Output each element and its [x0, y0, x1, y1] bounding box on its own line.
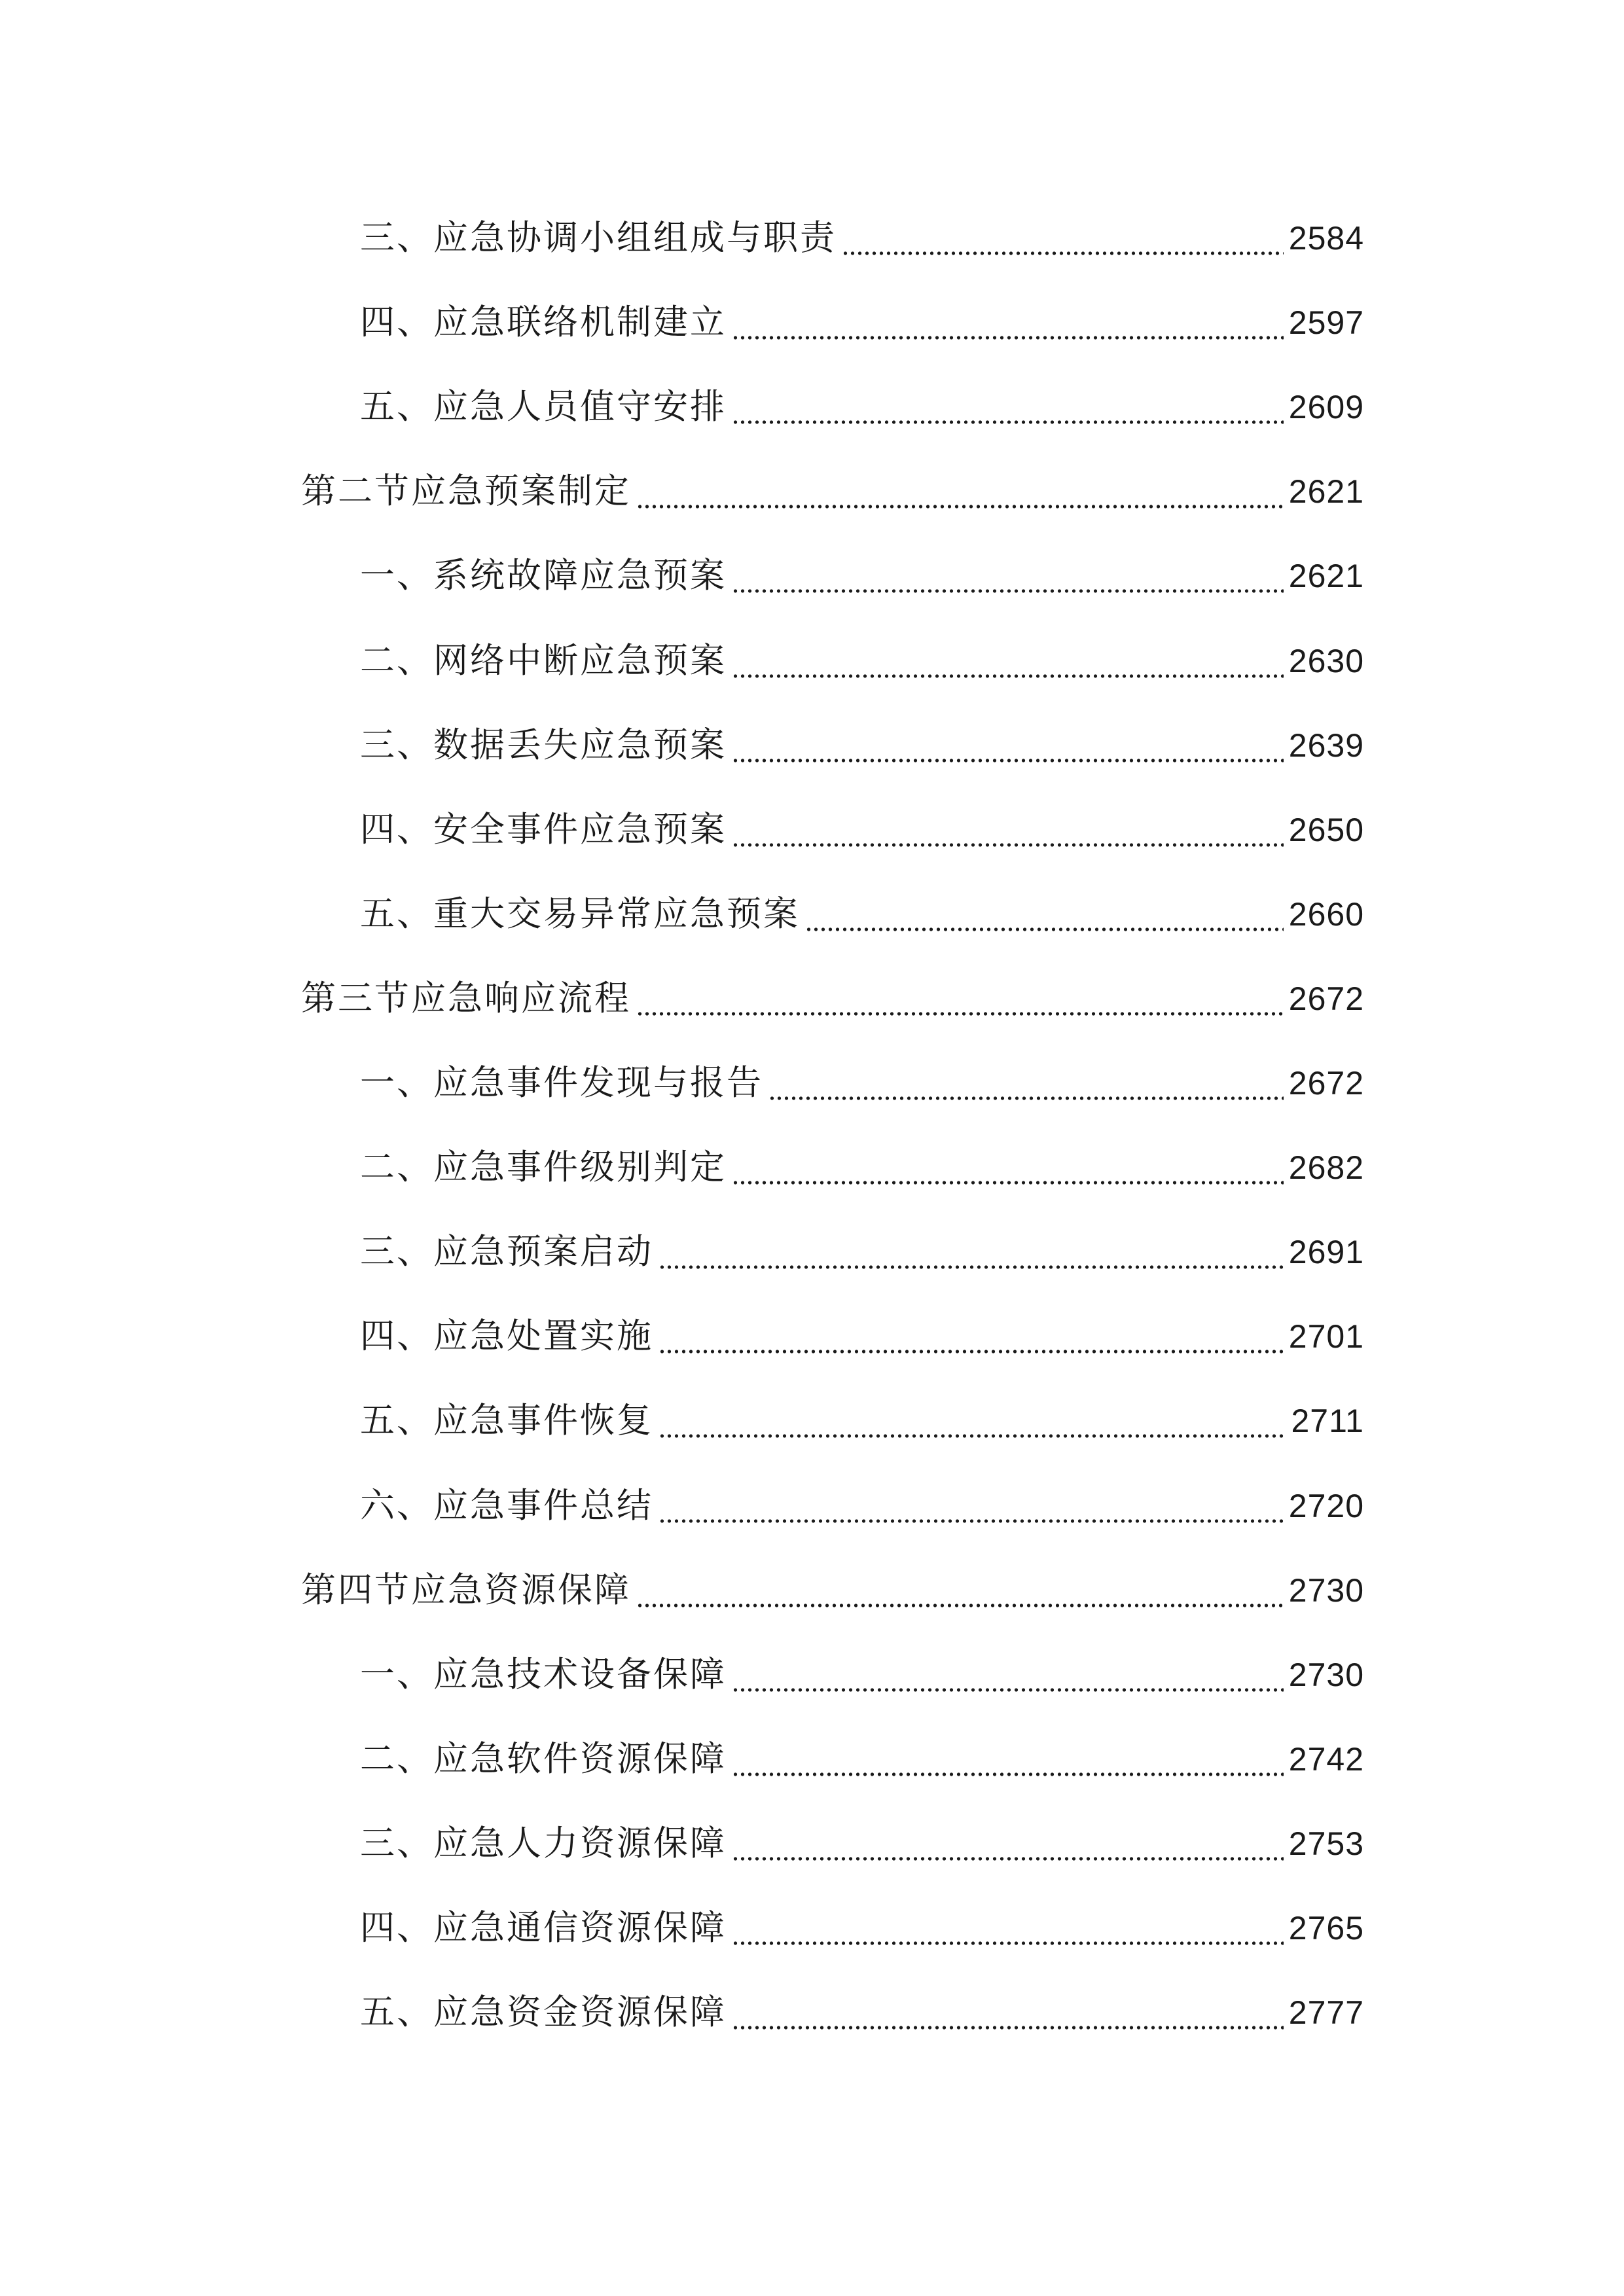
- toc-entry-title: 四、应急通信资源保障: [360, 1908, 727, 1948]
- toc-page-number: 2660: [1288, 896, 1364, 933]
- toc-entry-title: 四、应急处置实施: [360, 1316, 653, 1356]
- toc-entry-title: 一、应急事件发现与报告: [360, 1063, 763, 1103]
- toc-entry-title: 二、网络中断应急预案: [360, 641, 727, 681]
- toc-subsection-entry[interactable]: [360, 1732, 1364, 1787]
- toc-entry-title: 一、应急技术设备保障: [360, 1655, 727, 1695]
- toc-subsection-entry[interactable]: [360, 1647, 1364, 1702]
- toc-section-entry[interactable]: [301, 1563, 1364, 1618]
- toc-page-number: 2753: [1288, 1825, 1364, 1862]
- toc-entry-title: 五、应急资金资源保障: [360, 1992, 727, 2032]
- toc-page-number: 2584: [1288, 220, 1364, 257]
- toc-page-number: 2701: [1288, 1318, 1364, 1355]
- toc-page-number: 2765: [1288, 1910, 1364, 1946]
- toc-subsection-entry[interactable]: [360, 887, 1364, 942]
- toc-section-entry[interactable]: [301, 971, 1364, 1026]
- toc-entry-title: 第二节应急预案制定: [301, 471, 631, 511]
- toc-dot-leader: [768, 1096, 1284, 1100]
- toc-dot-leader: [732, 2026, 1284, 2030]
- toc-dot-leader: [659, 1265, 1284, 1269]
- toc-entry-title: 二、应急事件级别判定: [360, 1147, 727, 1187]
- toc-subsection-entry[interactable]: [360, 718, 1364, 773]
- toc-entry-title: 五、重大交易异常应急预案: [360, 894, 800, 934]
- toc-subsection-entry[interactable]: [360, 1056, 1364, 1111]
- toc-subsection-entry[interactable]: [360, 295, 1364, 350]
- toc-page-number: 2730: [1288, 1657, 1364, 1693]
- toc-dot-leader: [659, 1434, 1286, 1438]
- toc-entry-title: 三、应急预案启动: [360, 1232, 653, 1272]
- toc-page-number: 2597: [1288, 304, 1364, 341]
- toc-entry-title: 第三节应急响应流程: [301, 978, 631, 1018]
- toc-entry-title: 五、应急人员值守安排: [360, 387, 727, 427]
- toc-dot-leader: [732, 1688, 1284, 1692]
- toc-subsection-entry[interactable]: [360, 1309, 1364, 1364]
- toc-subsection-entry[interactable]: [360, 802, 1364, 857]
- toc-subsection-entry[interactable]: [360, 1901, 1364, 1956]
- toc-dot-leader: [732, 1772, 1284, 1776]
- toc-page-number: 2621: [1288, 473, 1364, 510]
- toc-dot-leader: [659, 1519, 1284, 1523]
- toc-entry-title: 五、应急事件恢复: [360, 1401, 653, 1441]
- toc-dot-leader: [636, 1012, 1284, 1016]
- toc-dot-leader: [636, 505, 1284, 509]
- toc-subsection-entry[interactable]: [360, 1393, 1364, 1448]
- toc-page-number: 2777: [1288, 1994, 1364, 2031]
- toc-page-number: 2711: [1291, 1403, 1364, 1439]
- toc-subsection-entry[interactable]: [360, 1985, 1364, 2040]
- toc-page-number: 2621: [1288, 558, 1364, 594]
- toc-dot-leader: [732, 1857, 1284, 1861]
- toc-entry-title: 三、应急协调小组组成与职责: [360, 218, 837, 258]
- toc-dot-leader: [659, 1350, 1284, 1354]
- toc-page-number: 2650: [1288, 812, 1364, 848]
- toc-entry-title: 六、应急事件总结: [360, 1486, 653, 1526]
- toc-page-number: 2639: [1288, 727, 1364, 764]
- toc-dot-leader: [732, 420, 1284, 424]
- toc-dot-leader: [732, 674, 1284, 678]
- toc-subsection-entry[interactable]: [360, 634, 1364, 689]
- toc-subsection-entry[interactable]: [360, 1479, 1364, 1534]
- toc-entry-title: 四、安全事件应急预案: [360, 810, 727, 850]
- toc-page-number: 2672: [1288, 980, 1364, 1017]
- toc-dot-leader: [636, 1604, 1284, 1607]
- toc-subsection-entry[interactable]: [360, 1225, 1364, 1280]
- toc-entry-title: 三、数据丢失应急预案: [360, 725, 727, 765]
- toc-page-number: 2730: [1288, 1572, 1364, 1609]
- toc-dot-leader: [805, 927, 1284, 931]
- toc-dot-leader: [732, 1181, 1284, 1185]
- toc-page-number: 2672: [1288, 1065, 1364, 1102]
- toc-entry-title: 第四节应急资源保障: [301, 1570, 631, 1610]
- toc-dot-leader: [732, 843, 1284, 847]
- toc-dot-leader: [732, 336, 1284, 340]
- toc-dot-leader: [732, 759, 1284, 762]
- toc-subsection-entry[interactable]: [360, 548, 1364, 603]
- toc-page-number: 2682: [1288, 1149, 1364, 1186]
- toc-page-number: 2691: [1288, 1234, 1364, 1270]
- toc-entry-title: 三、应急人力资源保障: [360, 1823, 727, 1863]
- toc-page-number: 2742: [1288, 1741, 1364, 1778]
- toc-dot-leader: [732, 589, 1284, 593]
- toc-section-entry[interactable]: [301, 464, 1364, 519]
- toc-subsection-entry[interactable]: [360, 211, 1364, 266]
- toc-page-number: 2609: [1288, 389, 1364, 425]
- toc-page-number: 2720: [1288, 1488, 1364, 1524]
- toc-entry-title: 四、应急联络机制建立: [360, 302, 727, 342]
- toc-subsection-entry[interactable]: [360, 1140, 1364, 1195]
- toc-entry-title: 二、应急软件资源保障: [360, 1739, 727, 1779]
- toc-subsection-entry[interactable]: [360, 1816, 1364, 1871]
- toc-dot-leader: [842, 251, 1284, 255]
- toc-page-number: 2630: [1288, 643, 1364, 679]
- toc-subsection-entry[interactable]: [360, 380, 1364, 435]
- toc-entry-title: 一、系统故障应急预案: [360, 556, 727, 596]
- toc-dot-leader: [732, 1941, 1284, 1945]
